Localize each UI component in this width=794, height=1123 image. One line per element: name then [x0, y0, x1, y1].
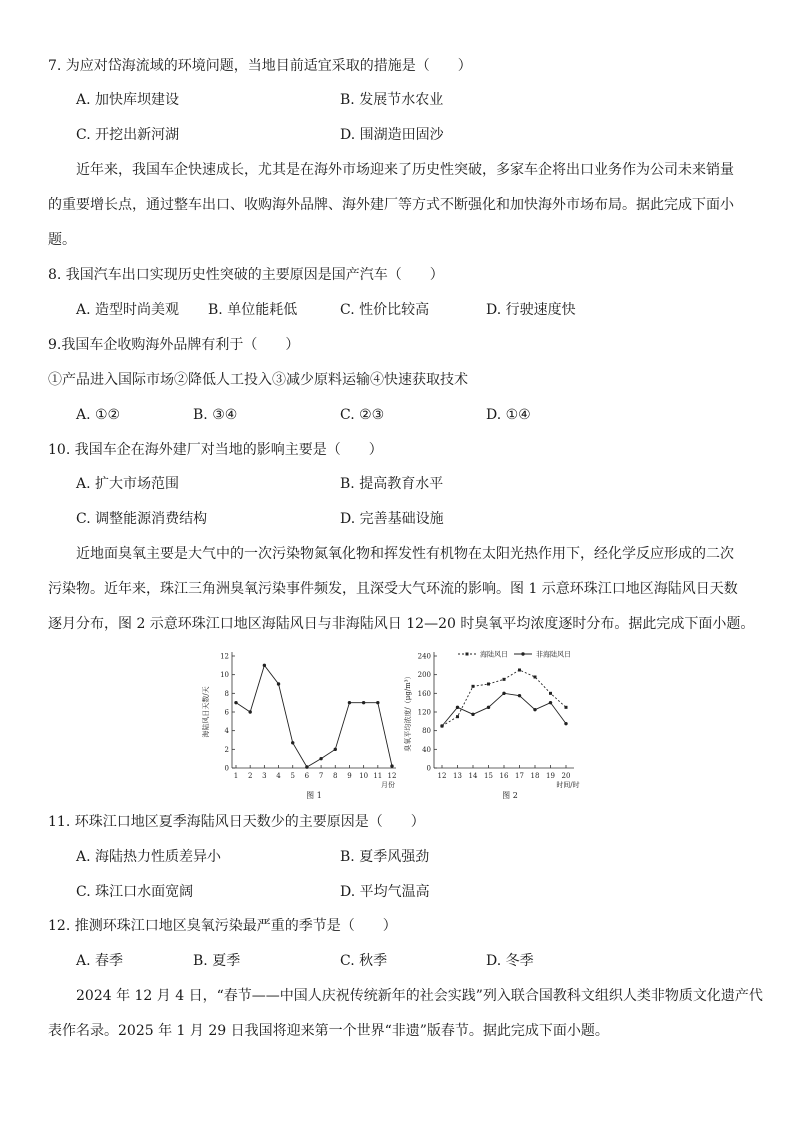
x-tick-label: 18	[530, 772, 540, 780]
q10-option-b: B. 提高教育水平	[340, 476, 444, 492]
data-point	[549, 701, 552, 704]
q11-option-d: D. 平均气温高	[340, 884, 430, 900]
x-tick-label: 12	[437, 772, 447, 780]
q7-option-d: D. 围湖造田固沙	[340, 127, 444, 143]
x-axis-label: 时间/时	[556, 781, 580, 789]
question-9-items: ①产品进入国际市场②降低人工投入③减少原料运输④快速获取技术	[48, 372, 468, 388]
y-axis-label: 臭氧平均浓度/（μg/m³）	[404, 672, 412, 752]
data-point	[319, 757, 322, 760]
passage-1-line-3: 题。	[48, 232, 76, 248]
y-tick-label: 120	[417, 708, 431, 717]
x-tick-label: 19	[546, 772, 555, 780]
data-point	[362, 701, 365, 704]
legend-marker	[521, 652, 524, 655]
q11-option-a: A. 海陆热力性质差异小	[76, 849, 222, 865]
q12-option-a: A. 春季	[76, 953, 124, 969]
passage-3-line-1: 2024 年 12 月 4 日，“春节——中国人庆祝传统新年的社会实践”列入联合国教科文组织人类非物质文化遗产代	[76, 988, 763, 1004]
passage-2-line-2: 污染物。近年来，珠江三角洲臭氧污染事件频发，且深受大气环流的影响。图 1 示意环珠江口地区海陆风日天数	[48, 581, 738, 597]
figure-caption: 图 2	[502, 791, 518, 800]
data-point	[456, 715, 459, 718]
x-tick-label: 14	[468, 772, 478, 780]
passage-1-line-1: 近年来，我国车企快速成长，尤其是在海外市场迎来了历史性突破，多家车企将出口业务作为公司未来销量	[76, 162, 734, 178]
y-tick-label: 80	[422, 727, 431, 736]
data-point	[534, 676, 537, 679]
x-tick-label: 4	[276, 772, 281, 780]
q7-option-a: A. 加快库坝建设	[76, 92, 180, 108]
x-tick-label: 16	[499, 772, 509, 780]
q10-option-c: C. 调整能源消费结构	[76, 511, 208, 527]
y-tick-label: 2	[224, 745, 229, 754]
passage-2-line-3: 逐月分布，图 2 示意环珠江口地区海陆风日与非海陆风日 12—20 时臭氧平均浓度逐时分布。据此完成下面小题。	[48, 616, 755, 632]
question-10-stem: 10. 我国车企在海外建厂对当地的影响主要是（ ）	[48, 442, 383, 458]
q9-option-c: C. ②③	[340, 407, 385, 423]
q11-option-b: B. 夏季风强劲	[340, 849, 430, 865]
x-tick-label: 2	[247, 772, 253, 780]
data-point	[376, 701, 379, 704]
data-point	[503, 678, 506, 681]
data-point	[518, 694, 521, 697]
x-tick-label: 12	[387, 772, 397, 780]
q8-option-b: B. 单位能耗低	[208, 302, 298, 318]
figure-1-chart	[196, 646, 406, 802]
y-tick-label: 6	[224, 708, 229, 717]
y-tick-label: 12	[220, 652, 229, 661]
data-point	[472, 685, 475, 688]
q7-option-b: B. 发展节水农业	[340, 92, 444, 108]
data-point	[502, 692, 505, 695]
x-tick-label: 8	[333, 772, 338, 780]
y-tick-label: 10	[220, 671, 229, 680]
data-point	[533, 708, 536, 711]
data-point	[248, 710, 251, 713]
x-tick-label: 13	[453, 772, 462, 780]
q12-option-c: C. 秋季	[340, 953, 388, 969]
question-9-stem: 9.我国车企收购海外品牌有利于（ ）	[48, 337, 300, 353]
series-line-1	[236, 665, 392, 767]
x-tick-label: 15	[484, 772, 493, 780]
data-point	[390, 764, 393, 767]
data-point	[565, 706, 568, 709]
data-point	[291, 741, 294, 744]
data-point	[263, 664, 266, 667]
q12-option-d: D. 冬季	[486, 953, 534, 969]
q12-option-b: B. 夏季	[193, 953, 241, 969]
y-tick-label: 40	[422, 745, 431, 754]
data-point	[564, 722, 567, 725]
q10-option-a: A. 扩大市场范围	[76, 476, 180, 492]
question-11-stem: 11. 环珠江口地区夏季海陆风日天数少的主要原因是（ ）	[48, 814, 425, 830]
y-axis-label: 海陆风日天数/天	[202, 686, 210, 738]
data-point	[348, 701, 351, 704]
x-tick-label: 5	[290, 772, 295, 780]
data-point	[277, 682, 280, 685]
x-tick-label: 11	[373, 772, 383, 780]
x-tick-label: 9	[347, 772, 352, 780]
x-tick-label: 3	[262, 772, 267, 780]
x-tick-label: 6	[304, 772, 310, 780]
q9-option-d: D. ①④	[486, 407, 531, 423]
q7-option-c: C. 开挖出新河湖	[76, 127, 180, 143]
passage-2-line-1: 近地面臭氧主要是大气中的一次污染物氮氧化物和挥发性有机物在太阳光热作用下，经化学反应形成的二次	[76, 546, 734, 562]
data-point	[305, 765, 308, 768]
q8-option-a: A. 造型时尚美观	[76, 302, 180, 318]
figure-2-chart	[400, 646, 600, 802]
x-axis-label: 月份	[381, 781, 395, 789]
q9-option-b: B. ③④	[193, 407, 238, 423]
y-tick-label: 0	[224, 764, 229, 773]
legend-marker	[466, 653, 469, 656]
y-tick-label: 4	[224, 727, 229, 736]
data-point	[234, 701, 237, 704]
q8-option-d: D. 行驶速度快	[486, 302, 576, 318]
x-tick-label: 17	[515, 772, 524, 780]
question-7-stem: 7. 为应对岱海流域的环境问题，当地目前适宜采取的措施是（ ）	[48, 58, 472, 74]
data-point	[549, 692, 552, 695]
x-tick-label: 10	[359, 772, 369, 780]
x-tick-label: 20	[561, 772, 571, 780]
y-tick-label: 240	[417, 652, 431, 661]
y-tick-label: 8	[224, 689, 229, 698]
data-point	[456, 706, 459, 709]
data-point	[487, 706, 490, 709]
q11-option-c: C. 珠江口水面宽阔	[76, 884, 194, 900]
legend-label-1: 海陆风日	[480, 650, 508, 659]
legend-label-2: 非海陆风日	[536, 650, 571, 659]
y-tick-label: 200	[417, 671, 431, 680]
question-8-stem: 8. 我国汽车出口实现历史性突破的主要原因是国产汽车（ ）	[48, 267, 444, 283]
q10-option-d: D. 完善基础设施	[340, 511, 444, 527]
passage-3-line-2: 表作名录。2025 年 1 月 29 日我国将迎来第一个世界“非遗”版春节。据此完成下面小题。	[48, 1023, 609, 1039]
data-point	[334, 748, 337, 751]
data-point	[440, 724, 443, 727]
x-tick-label: 7	[318, 772, 324, 780]
question-12-stem: 12. 推测环珠江口地区臭氧污染最严重的季节是（ ）	[48, 918, 397, 934]
y-tick-label: 0	[426, 764, 431, 773]
data-point	[471, 713, 474, 716]
figure-caption: 图 1	[306, 791, 322, 800]
data-point	[487, 683, 490, 686]
x-tick-label: 1	[233, 772, 239, 780]
passage-1-line-2: 的重要增长点，通过整车出口、收购海外品牌、海外建厂等方式不断强化和加快海外市场布局。据此完成下面小	[48, 197, 734, 213]
q9-option-a: A. ①②	[76, 407, 121, 423]
data-point	[518, 669, 521, 672]
y-tick-label: 160	[417, 689, 431, 698]
q8-option-c: C. 性价比较高	[340, 302, 430, 318]
